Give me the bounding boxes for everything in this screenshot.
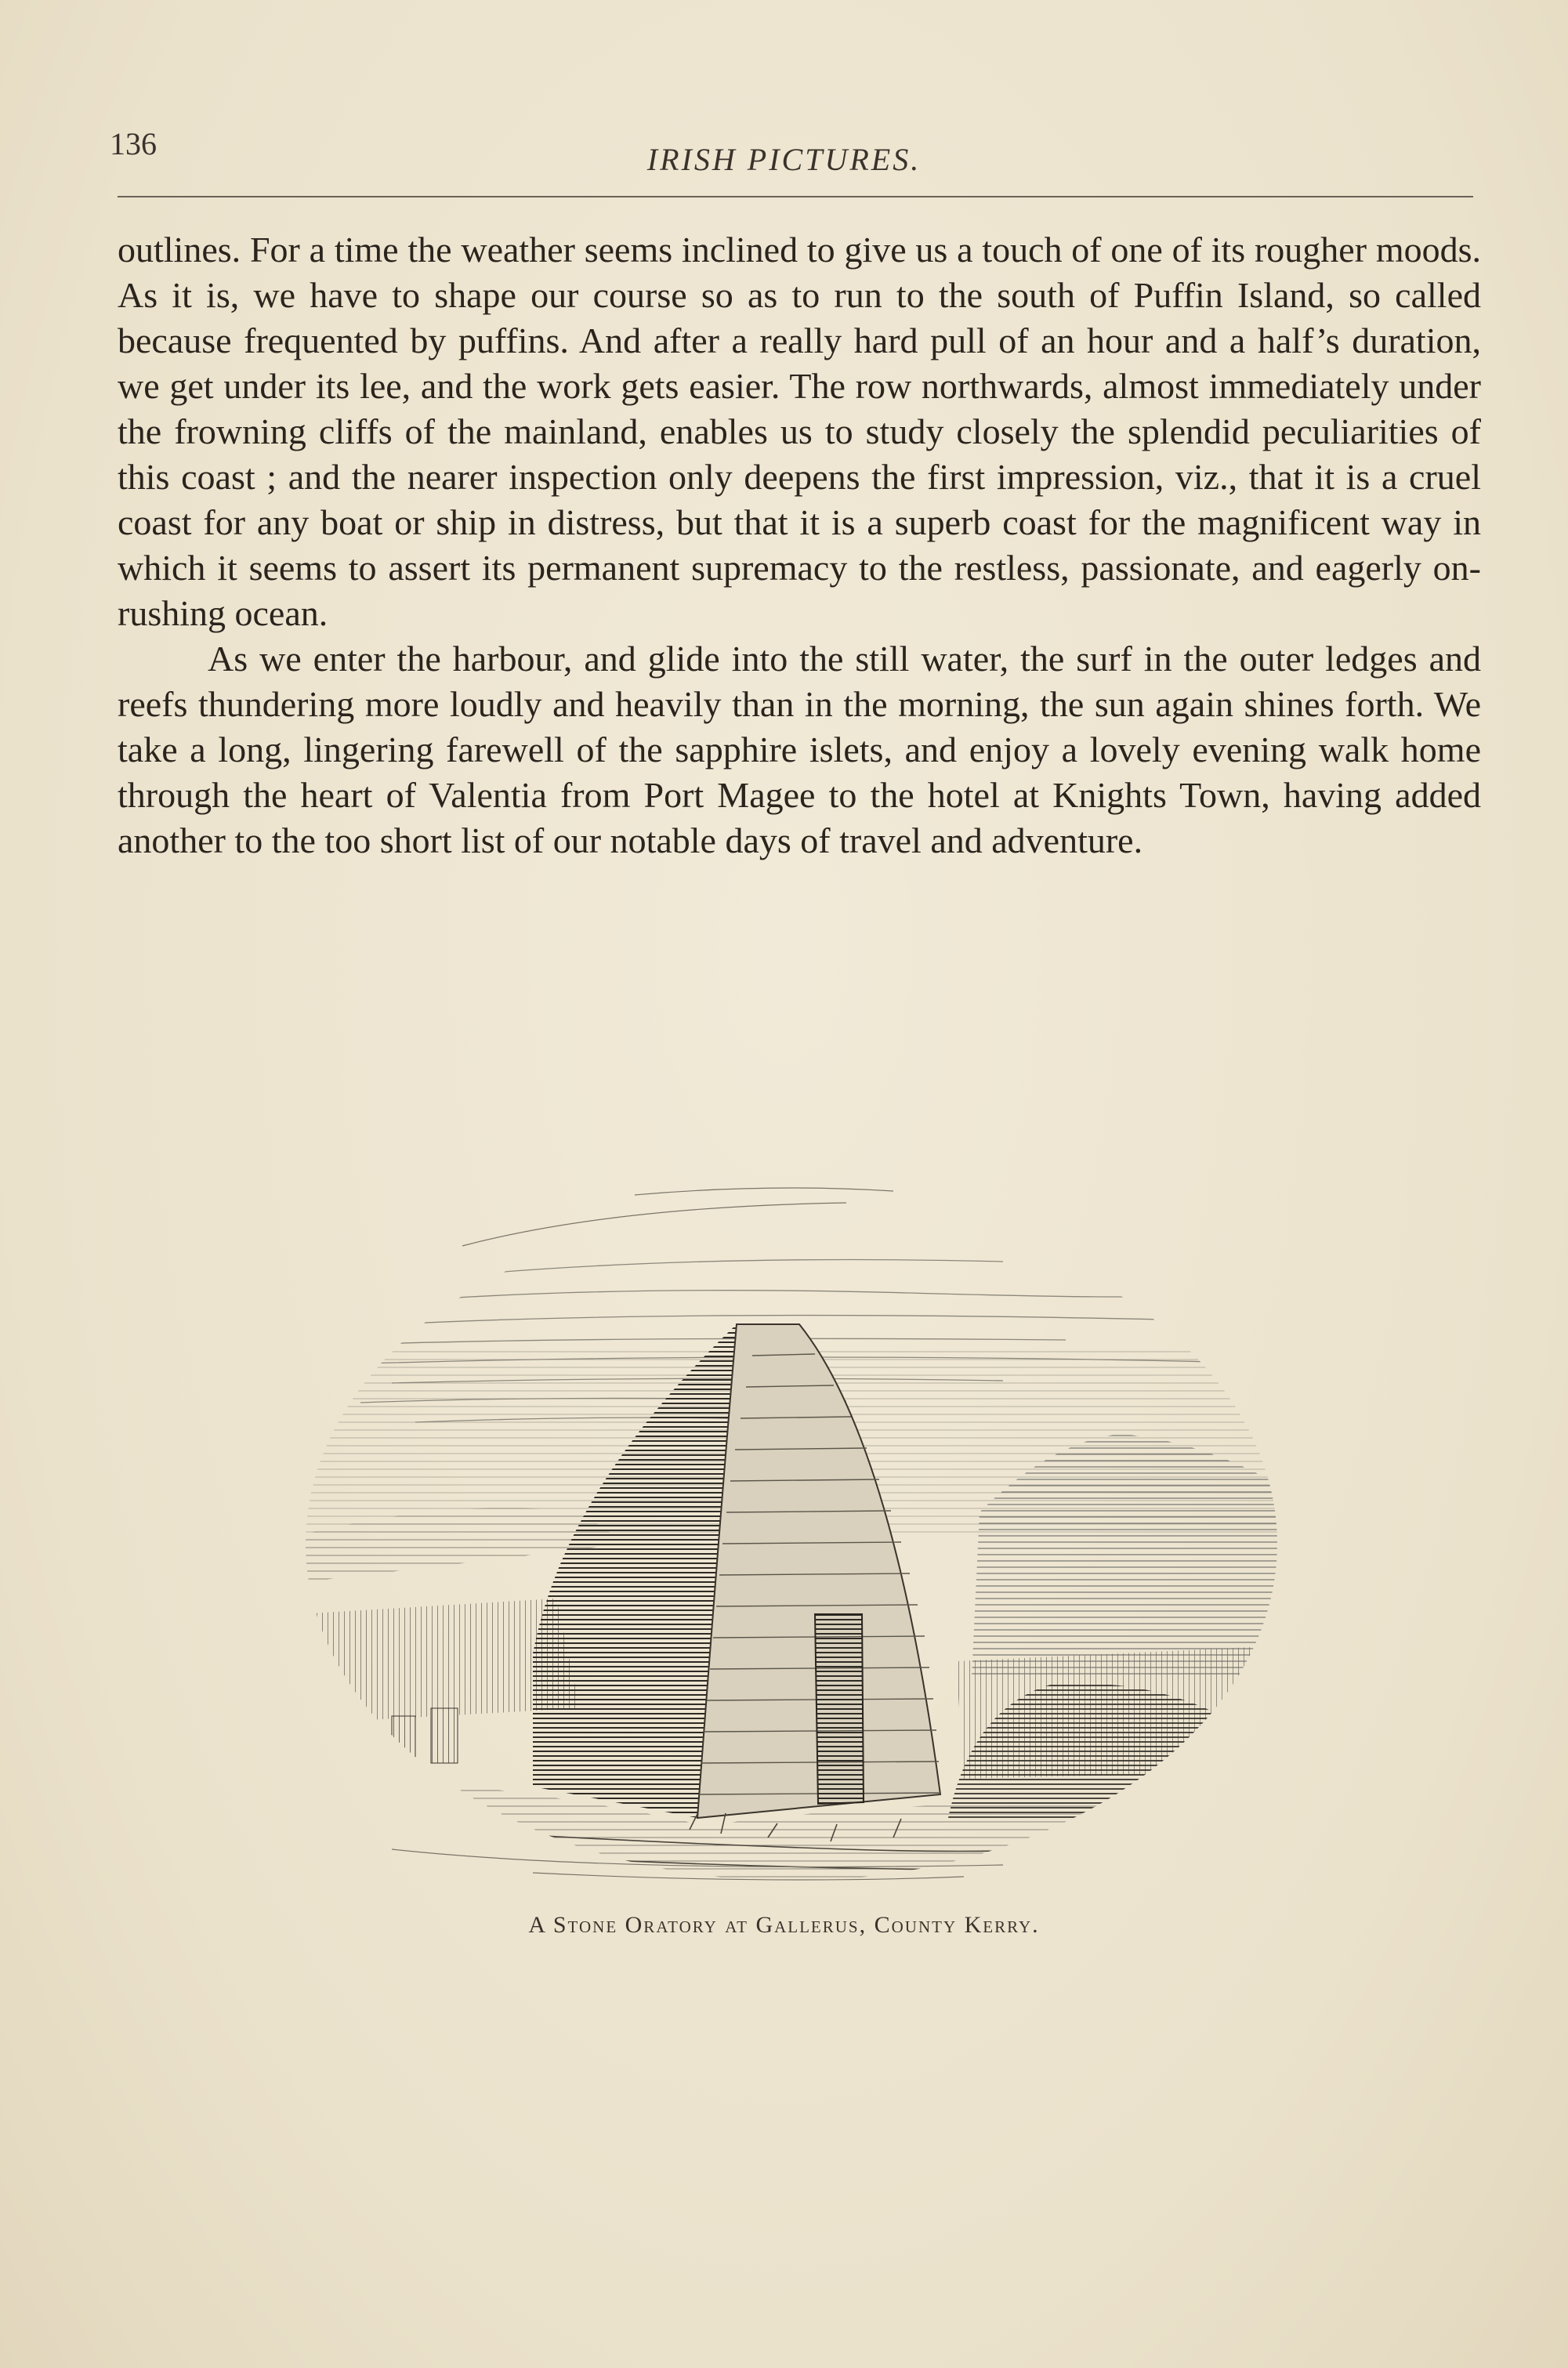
page-number: 136 [110, 126, 157, 161]
gravestone [431, 1708, 458, 1763]
figure-caption: A Stone Oratory at Gallerus, County Kerry. [528, 1912, 1040, 1938]
header-rule [118, 196, 1473, 197]
gravestone [392, 1716, 415, 1763]
paragraph-1: outlines. For a time the weather seems inclined to give us a touch of one of its rougher moods. As it is, we have to shape our course so as to run to the south of Puffin Island, so called because frequented by puffins. And after a really hard pull of an hour and a half’s duration, we get under its lee, and the work gets easier. The row northwards, almost immediately under the frowning cliffs of the mainland, enables us to study closely the splendid peculiarities of this coast ; and the nearer inspection only deepens the first impression, viz., that it is a cruel coast for any boat or ship in distress, but that it is a superb coast for the magnificent way in which it seems to assert its permanent supremacy to the restless, passionate, and eagerly on-rushing ocean. [118, 230, 1481, 633]
oratory-doorway [815, 1614, 864, 1804]
body-text [118, 227, 1481, 864]
paragraph-2: As we enter the harbour, and glide into the still water, the surf in the outer ledges and reefs thundering more loudly and heavily than in the morning, the sun again shines forth. We take a long, lingering farewell of the sapphire islets, and enjoy a lovely evening walk home through the heart of Valentia from Port Magee to the hotel at Knights Town, having added another to the too short list of our notable days of travel and adventure. [118, 639, 1481, 860]
running-title: IRISH PICTURES. [646, 142, 922, 177]
stone-oratory-engraving [298, 1175, 1285, 1881]
